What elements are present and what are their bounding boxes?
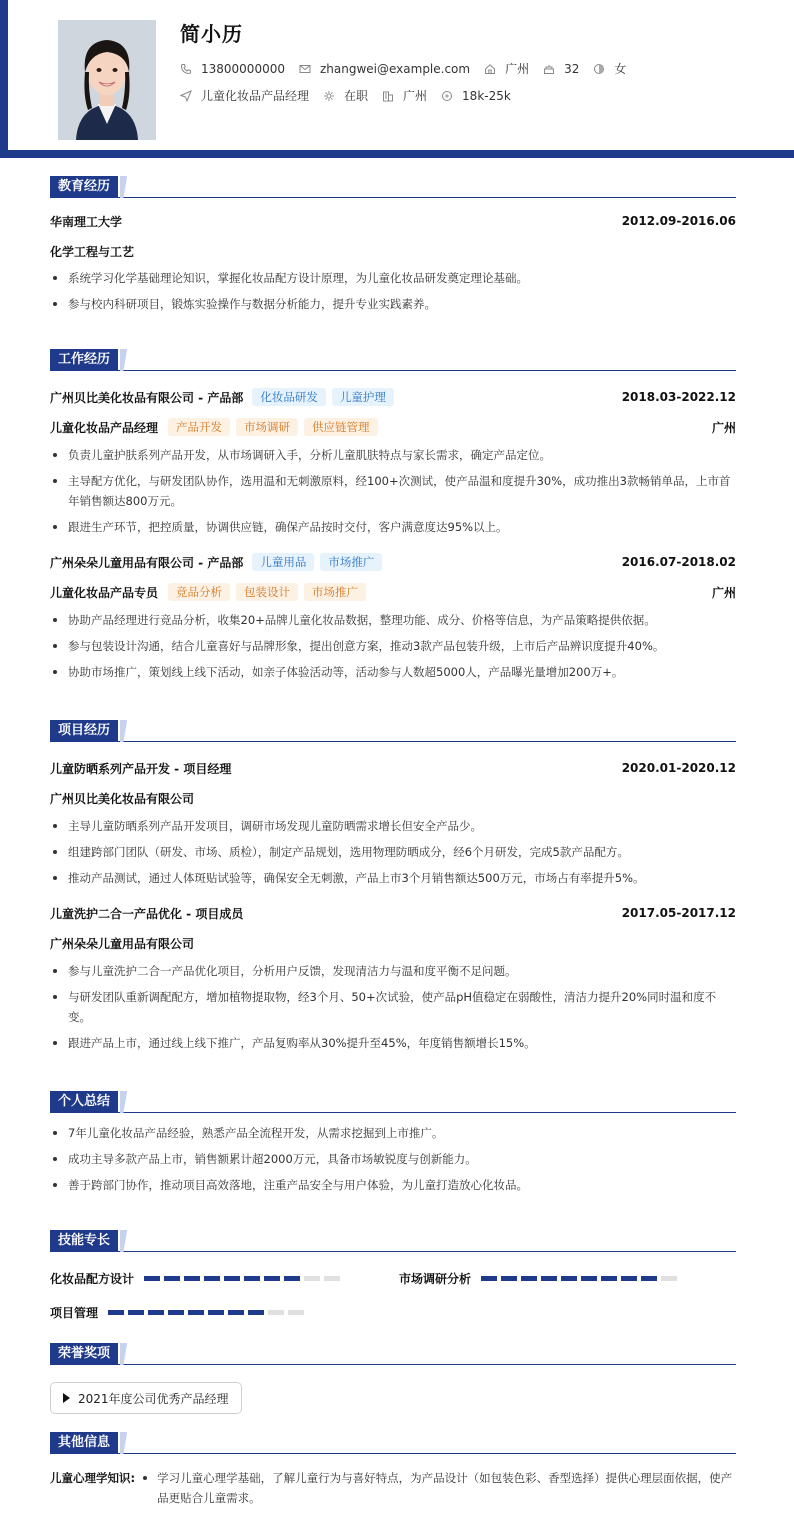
phone-text: 13800000000 xyxy=(201,61,285,76)
salary-item xyxy=(441,89,511,103)
section-header xyxy=(50,1230,736,1252)
position-name: 儿童化妆品产品经理 xyxy=(50,420,159,435)
major-name: 化学工程与工艺 xyxy=(50,244,135,259)
skill-item xyxy=(399,1270,681,1287)
section-header xyxy=(50,1091,736,1113)
work-date: 2016.07-2018.02 xyxy=(621,555,736,569)
position-line xyxy=(50,583,366,601)
list-item: 7年儿童化妆品产品经验，熟悉产品全流程开发，从需求挖掘到上市推广。 xyxy=(50,1123,736,1143)
section-title-accent xyxy=(120,1432,134,1454)
project-row xyxy=(50,759,736,777)
list-item: 参与儿童洗护二合一产品优化项目，分析用户反馈，发现清洁力与温和度平衡不足问题。 xyxy=(50,961,736,981)
work-company-row xyxy=(50,553,736,571)
job-title-item xyxy=(180,87,309,104)
skill-segment-empty xyxy=(661,1276,677,1281)
list-item: 组建跨部门团队（研发、市场、质检），制定产品规划，选用物理防晒成分，经6个月研发，完成5款产品配方。 xyxy=(50,842,736,862)
project-date: 2017.05-2017.12 xyxy=(621,906,736,920)
work-section xyxy=(50,349,736,682)
skill-segment-filled xyxy=(128,1310,144,1315)
position-name: 儿童化妆品产品专员 xyxy=(50,585,159,600)
school-name: 华南理工大学 xyxy=(50,214,123,229)
education-row xyxy=(50,212,736,230)
project-company-row xyxy=(50,789,736,807)
status-icon xyxy=(323,90,335,102)
awards-section xyxy=(50,1343,736,1414)
skill-segment-filled xyxy=(264,1276,280,1281)
work-city-item xyxy=(382,87,427,104)
skill-segment-filled xyxy=(168,1310,184,1315)
work-position-row xyxy=(50,418,736,436)
list-item: 与研发团队重新调配配方，增加植物提取物，经3个月、50+次试验，使产品pH值稳定在弱酸性，清洁力提升20%同时温和度不变。 xyxy=(50,987,736,1027)
education-bullets xyxy=(50,268,736,314)
major-row xyxy=(50,242,736,260)
summary-bullets xyxy=(50,1123,736,1195)
send-icon xyxy=(180,90,192,102)
avatar-photo xyxy=(58,20,156,140)
list-item: 跟进产品上市，通过线上线下推广，产品复购率从30%提升至45%，年度销售额增长15%。 xyxy=(50,1033,736,1053)
work-bullets xyxy=(50,610,736,682)
work-position-row xyxy=(50,583,736,601)
skill-segment-filled xyxy=(188,1310,204,1315)
project-row xyxy=(50,904,736,922)
summary-section xyxy=(50,1091,736,1195)
section-header xyxy=(50,176,736,198)
section-title: 项目经历 xyxy=(50,720,118,742)
project-bullets xyxy=(50,816,736,888)
salary-icon xyxy=(441,90,453,102)
age-icon xyxy=(543,63,555,75)
skill-segment-filled xyxy=(248,1310,264,1315)
age-item xyxy=(543,62,579,76)
other-label: 儿童心理学知识: xyxy=(50,1471,136,1485)
status-item xyxy=(323,87,368,104)
building-icon xyxy=(382,90,394,102)
industry-tag: 儿童用品 xyxy=(252,553,314,571)
skill-segment-filled xyxy=(541,1276,557,1281)
section-title-accent xyxy=(120,1343,134,1365)
project-company: 广州贝比美化妆品有限公司 xyxy=(50,791,195,806)
skill-level-bar xyxy=(108,1310,308,1315)
project-name: 儿童洗护二合一产品优化 - 项目成员 xyxy=(50,906,244,921)
section-title-accent xyxy=(120,1230,134,1252)
skill-segment-empty xyxy=(304,1276,320,1281)
skill-segment-empty xyxy=(268,1310,284,1315)
mail-icon xyxy=(299,63,311,75)
skill-segment-filled xyxy=(284,1276,300,1281)
list-item: 成功主导多款产品上市，销售额累计超2000万元，具备市场敏锐度与创新能力。 xyxy=(50,1149,736,1169)
status-text: 在职 xyxy=(344,89,369,103)
header-band xyxy=(0,0,794,158)
skill-tag: 竞品分析 xyxy=(168,583,230,601)
project-company: 广州朵朵儿童用品有限公司 xyxy=(50,936,195,951)
list-item: 推动产品测试，通过人体斑贴试验等，确保安全无刺激，产品上市3个月销售额达500万元，市场占有率提升5%。 xyxy=(50,868,736,888)
position-line xyxy=(50,418,378,436)
skill-item xyxy=(50,1304,308,1321)
hometown-item xyxy=(484,60,529,77)
list-item: 主导配方优化，与研发团队协作，选用温和无刺激原料，经100+次测试，使产品温和度提升30%，成功推出3款畅销单品，上市首年销售额达800万元。 xyxy=(50,471,736,511)
email-text: zhangwei@example.com xyxy=(319,61,471,76)
skill-name: 市场调研分析 xyxy=(399,1272,472,1286)
age-text: 32 xyxy=(564,61,580,76)
section-header xyxy=(50,1343,736,1365)
skill-tag: 市场调研 xyxy=(236,418,298,436)
list-item: 负责儿童护肤系列产品开发，从市场调研入手，分析儿童肌肤特点与家长需求，确定产品定位。 xyxy=(50,445,736,465)
skill-segment-filled xyxy=(164,1276,180,1281)
work-bullets xyxy=(50,445,736,537)
project-name: 儿童防晒系列产品开发 - 项目经理 xyxy=(50,761,232,776)
skill-segment-filled xyxy=(561,1276,577,1281)
skill-segment-filled xyxy=(148,1310,164,1315)
list-item: 跟进生产环节，把控质量，协调供应链，确保产品按时交付，客户满意度达95%以上。 xyxy=(50,517,736,537)
project-bullets xyxy=(50,961,736,1053)
caret-right-icon xyxy=(63,1393,70,1403)
section-title: 个人总结 xyxy=(50,1091,118,1113)
skill-segment-empty xyxy=(288,1310,304,1315)
section-header xyxy=(50,720,736,742)
candidate-name: 简小历 xyxy=(180,22,243,46)
section-title: 教育经历 xyxy=(50,176,118,198)
company-name: 广州贝比美化妆品有限公司 - 产品部 xyxy=(50,390,244,405)
work-city: 广州 xyxy=(711,420,736,435)
award-text: 2021年度公司优秀产品经理 xyxy=(78,1391,229,1406)
skill-item xyxy=(50,1270,344,1287)
skill-level-bar xyxy=(481,1276,681,1281)
other-item xyxy=(50,1468,736,1508)
skill-tag: 产品开发 xyxy=(168,418,230,436)
industry-tag: 儿童护理 xyxy=(332,388,394,406)
section-header xyxy=(50,1432,736,1454)
company-line xyxy=(50,553,382,571)
skill-segment-filled xyxy=(184,1276,200,1281)
work-city-text: 广州 xyxy=(403,89,428,103)
list-item: 主导儿童防晒系列产品开发项目，调研市场发现儿童防晒需求增长但安全产品少。 xyxy=(50,816,736,836)
hometown-text: 广州 xyxy=(505,62,530,76)
email-item xyxy=(299,62,470,76)
header-card xyxy=(8,0,794,150)
company-name: 广州朵朵儿童用品有限公司 - 产品部 xyxy=(50,555,244,570)
other-text: 学习儿童心理学基础，了解儿童行为与喜好特点，为产品设计（如包装色彩、香型选择）提供心理层面依据，使产品更贴合儿童需求。 xyxy=(135,1468,736,1508)
skill-segment-filled xyxy=(521,1276,537,1281)
section-title-accent xyxy=(120,176,134,198)
skill-level-bar xyxy=(144,1276,344,1281)
work-city: 广州 xyxy=(711,585,736,600)
skill-segment-filled xyxy=(224,1276,240,1281)
skill-segment-filled xyxy=(481,1276,497,1281)
company-line xyxy=(50,388,394,406)
skill-name: 化妆品配方设计 xyxy=(50,1272,135,1286)
education-section xyxy=(50,176,736,314)
list-item: 善于跨部门协作，推动项目高效落地，注重产品安全与用户体验，为儿童打造放心化妆品。 xyxy=(50,1175,736,1195)
project-company-row xyxy=(50,934,736,952)
job-title-text: 儿童化妆品产品经理 xyxy=(201,89,310,103)
section-header xyxy=(50,349,736,371)
education-date: 2012.09-2016.06 xyxy=(621,214,736,228)
skill-segment-filled xyxy=(244,1276,260,1281)
section-title-accent xyxy=(120,720,134,742)
award-item[interactable] xyxy=(50,1382,242,1414)
skill-segment-filled xyxy=(208,1310,224,1315)
gender-item xyxy=(593,60,626,77)
industry-tag: 化妆品研发 xyxy=(252,388,326,406)
salary-text: 18k-25k xyxy=(462,88,511,103)
other-section xyxy=(50,1432,736,1508)
skill-segment-filled xyxy=(228,1310,244,1315)
industry-tag: 市场推广 xyxy=(320,553,382,571)
phone-item xyxy=(180,62,285,76)
skill-segment-filled xyxy=(501,1276,517,1281)
skill-segment-empty xyxy=(324,1276,340,1281)
section-title-accent xyxy=(120,349,134,371)
work-date: 2018.03-2022.12 xyxy=(621,390,736,404)
list-item: 协助市场推广，策划线上线下活动，如亲子体验活动等，活动参与人数超5000人，产品曝光量增加200万+。 xyxy=(50,662,736,682)
skills-section xyxy=(50,1230,736,1320)
project-date: 2020.01-2020.12 xyxy=(621,761,736,775)
skill-segment-filled xyxy=(621,1276,637,1281)
avatar xyxy=(58,20,156,140)
section-title-accent xyxy=(120,1091,134,1113)
project-section xyxy=(50,720,736,1053)
section-title: 其他信息 xyxy=(50,1432,118,1454)
home-icon xyxy=(484,63,496,75)
job-row xyxy=(180,87,525,104)
skill-segment-filled xyxy=(641,1276,657,1281)
list-item: 系统学习化学基础理论知识，掌握化妆品配方设计原理，为儿童化妆品研发奠定理论基础。 xyxy=(50,268,736,288)
skill-tag: 包装设计 xyxy=(236,583,298,601)
gender-text: 女 xyxy=(614,62,627,76)
skill-name: 项目管理 xyxy=(50,1306,99,1320)
contact-row xyxy=(180,60,640,77)
work-company-row xyxy=(50,388,736,406)
skill-segment-filled xyxy=(144,1276,160,1281)
skill-tag: 市场推广 xyxy=(304,583,366,601)
skill-tag: 供应链管理 xyxy=(304,418,378,436)
section-title: 技能专长 xyxy=(50,1230,118,1252)
gender-icon xyxy=(593,63,605,75)
list-item: 协助产品经理进行竞品分析，收集20+品牌儿童化妆品数据，整理功能、成分、价格等信息，为产品策略提供依据。 xyxy=(50,610,736,630)
phone-icon xyxy=(180,63,192,75)
skill-segment-filled xyxy=(204,1276,220,1281)
list-item: 参与校内科研项目，锻炼实验操作与数据分析能力，提升专业实践素养。 xyxy=(50,294,736,314)
skill-segment-filled xyxy=(581,1276,597,1281)
section-title: 荣誉奖项 xyxy=(50,1343,118,1365)
section-title: 工作经历 xyxy=(50,349,118,371)
list-item: 参与包装设计沟通，结合儿童喜好与品牌形象，提出创意方案，推动3款产品包装升级，上市后产品辨识度提升40%。 xyxy=(50,636,736,656)
skill-segment-filled xyxy=(108,1310,124,1315)
skill-segment-filled xyxy=(601,1276,617,1281)
